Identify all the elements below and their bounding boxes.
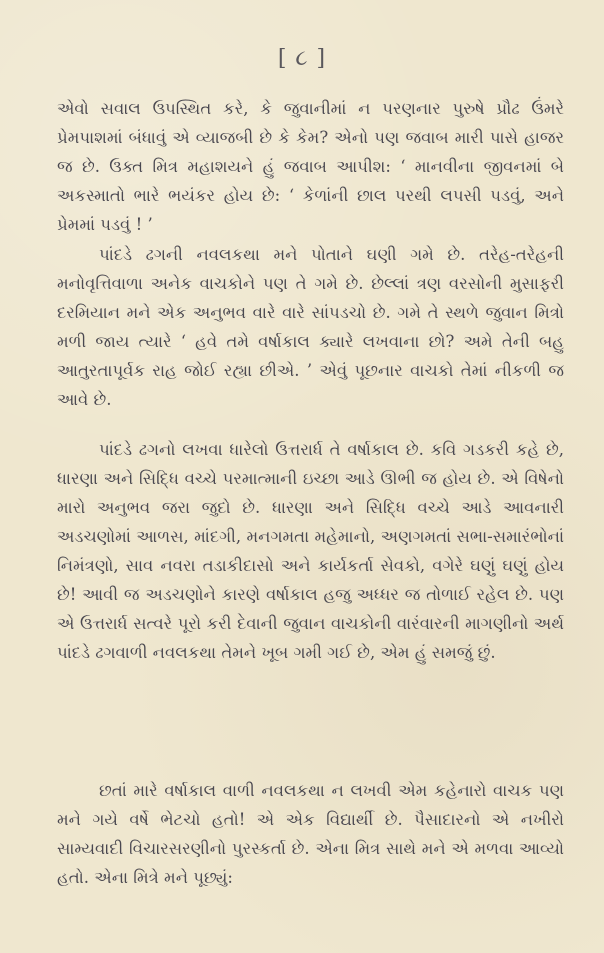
paragraph-2: પાંદડે ઢગની નવલકથા મને પોતાને ઘણી ગમે છે. તરેહ-તરેહની મનોવૃત્તિવાળા અનેક વાચકોને પણ તે ગમે છે. છેલ્લાં ત્રણ વરસોની મુસાફરી દરમિયાન મને એક અનુભવ વારે વારે સાંપડચો છે. ગમે તે સ્થળે જુવાન મિત્રો મળી જાય ત્યારે ‘ હવે તમે વર્ષાકાલ ક્યારે લખવાના છો? અમે તેની બહુ આતુરતાપૂર્વક રાહ જોઈ રહ્યા છીએ. ’ એવું પૂછનાર વાચકો તેમાં નીકળી જ આવે છે. (57, 245, 564, 409)
paragraph-1: એવો સવાલ ઉપસ્થિત કરે, કે જુવાનીમાં ન પરણનાર પુરુષે પ્રૌઢ ઉંમરે પ્રેમપાશમાં બંધાવું એ વ્યાજબી છે કે કેમ? એનો પણ જવાબ મારી પાસે હાજર જ છે. ઉક્ત મિત્ર મહાશયને હું જવાબ આપીશ: ‘ માનવીના જીવનમાં બે અકસ્માતો ભારે ભયંકર હોય છે: ‘ કેળાંની છાલ પરથી લપસી પડવું, અને પ્રેમમાં પડવું ! ’ (57, 99, 564, 234)
page-number: [ ૮ ] (277, 46, 327, 71)
paragraph-4: છતાં મારે વર્ષાકાલ વાળી નવલકથા ન લખવી એમ કહેનારો વાચક પણ મને ગયે વર્ષે ભેટચો હતો! એ એક વિદ્યાર્થી છે. પૈસાદારનો એ નખીરો સામ્યવાદી વિચારસરણીનો પુરસ્કર્તા છે. એના મિત્ર સાથે મને એ મળવા આવ્યો હતો. એના મિત્રે મને પૂછ્યું: (57, 781, 564, 887)
paragraph-3: પાંદડે ઢગનો લખવા ધારેલો ઉત્તરાર્ધ તે વર્ષાકાલ છે. કવિ ગડકરી કહે છે, ધારણા અને સિદ્ધિ વચ્ચે પરમાત્માની ઇચ્છા આડે ઊભી જ હોય છે. એ વિષેનો મારો અનુભવ જરા જુદો છે. ધારણા અને સિદ્ધિ વચ્ચે આડે આવનારી અડચણોમાં આળસ, માંદગી, મનગમતા મહેમાનો, અણગમતાં સભા-સમારંભોનાં નિમંત્રણો, સાવ નવરા તડાકીદાસો અને કાર્યકર્તા સેવકો, વગેરે ઘણું ઘણું હોય છે! આવી જ અડચણોને કારણે વર્ષાકાલ હજુ અધ્ધર જ તોળાઈ રહેલ છે. પણ એ ઉત્તરાર્ધ સત્વરે પૂરો કરી દેવાની જુવાન વાચકોની વારંવારની માગણીનો અર્થ પાંદડે ઢગવાળી નવલકથા તેમને ખૂબ ગમી ગઈ છે, એમ હું સમજું છું. (57, 440, 564, 662)
